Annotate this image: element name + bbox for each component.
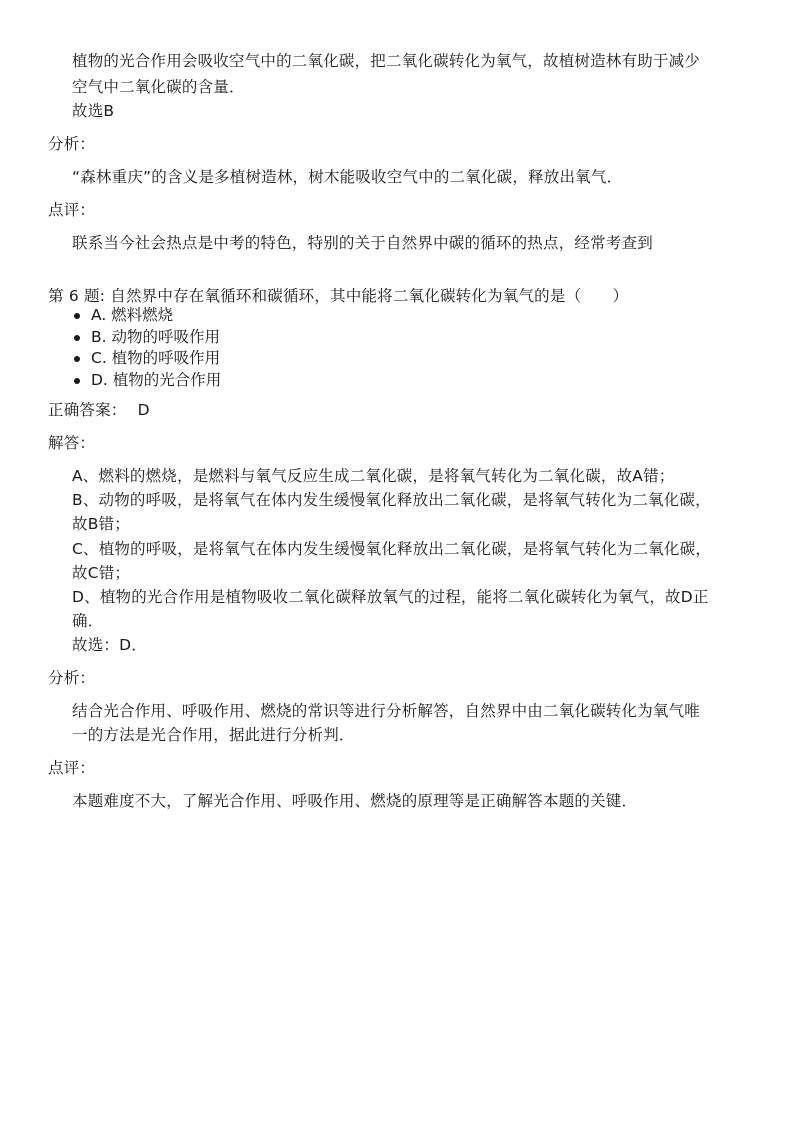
prev-answer-line-2: 空气中二氧化碳的含量．	[72, 78, 245, 96]
bullet-icon	[74, 313, 80, 319]
bullet-icon	[74, 356, 80, 362]
prev-analysis-label: 分析：	[48, 135, 96, 153]
solution-b-line-1: B、动物的呼吸，是将氧气在体内发生缓慢氧化释放出二氧化碳，是将氧气转化为二氧化碳，	[72, 491, 711, 509]
option-b: B. 动物的呼吸作用	[72, 327, 221, 349]
solution-choice: 故选：D．	[72, 636, 147, 654]
option-c: C. 植物的呼吸作用	[72, 348, 221, 370]
prev-analysis-text: “森林重庆”的含义是多植树造林，树木能吸收空气中的二氧化碳，释放出氧气．	[72, 168, 623, 186]
solution-d-line-2: 确．	[72, 612, 104, 630]
comment-text: 本题难度不大，了解光合作用、呼吸作用、燃烧的原理等是正确解答本题的关键．	[72, 792, 638, 810]
bullet-icon	[74, 335, 80, 341]
analysis-label: 分析：	[48, 669, 96, 687]
bullet-icon	[74, 378, 80, 384]
question-title: 第 6 题: 自然界中存在氧循环和碳循环，其中能将二氧化碳转化为氧气的是（ ）	[48, 287, 629, 305]
prev-choice: 故选B	[72, 102, 115, 120]
solution-b-line-2: 故B错；	[72, 515, 130, 533]
analysis-line-2: 一的方法是光合作用，据此进行分析判．	[72, 726, 355, 744]
prev-answer-line-1: 植物的光合作用会吸收空气中的二氧化碳，把二氧化碳转化为氧气，故植树造林有助于减少	[72, 52, 701, 70]
option-d: D. 植物的光合作用	[72, 370, 221, 392]
correct-answer-value: D	[137, 401, 150, 419]
solution-label: 解答：	[48, 434, 96, 452]
option-a: A. 燃料燃烧	[72, 305, 221, 327]
correct-answer	[48, 399, 150, 421]
comment-label: 点评：	[48, 759, 96, 777]
solution-c-line-2: 故C错；	[72, 564, 131, 582]
prev-comment-label: 点评：	[48, 201, 96, 219]
solution-c-line-1: C、植物的呼吸，是将氧气在体内发生缓慢氧化释放出二氧化碳，是将氧气转化为二氧化碳，	[72, 540, 712, 558]
prev-comment-text: 联系当今社会热点是中考的特色，特别的关于自然界中碳的循环的热点，经常考查到	[72, 234, 653, 252]
option-list	[72, 305, 221, 391]
solution-a: A、燃料的燃烧，是燃料与氧气反应生成二氧化碳，是将氧气转化为二氧化碳，故A错；	[72, 467, 675, 485]
analysis-line-1: 结合光合作用、呼吸作用、燃烧的常识等进行分析解答，自然界中由二氧化碳转化为氧气唯	[72, 702, 701, 720]
solution-d-line-1: D、植物的光合作用是植物吸收二氧化碳释放氧气的过程，能将二氧化碳转化为氧气，故D正	[72, 588, 709, 606]
correct-answer-label: 正确答案：	[48, 401, 127, 419]
